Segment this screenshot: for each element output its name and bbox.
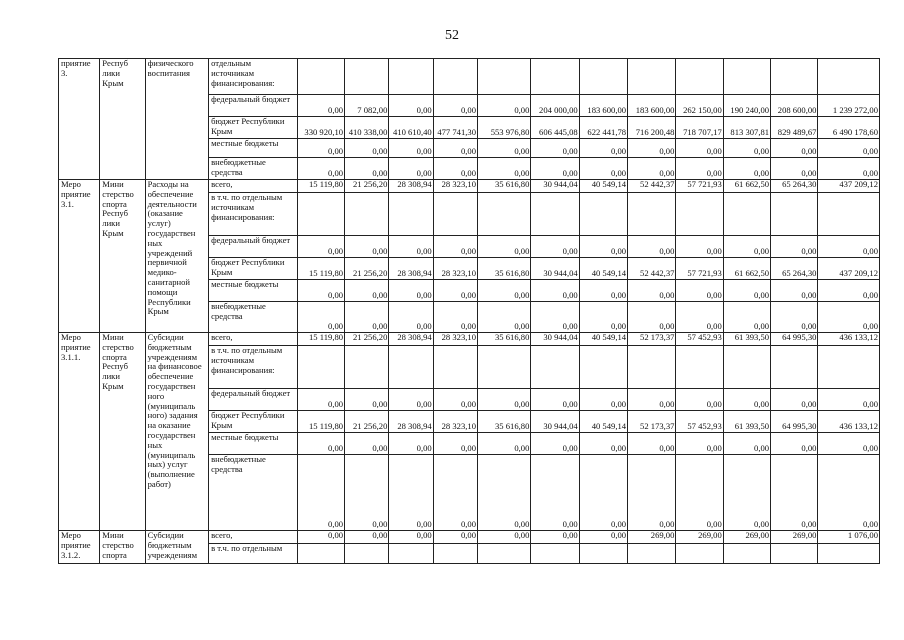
page-number: 52: [445, 28, 459, 43]
value-cell: 0,00: [579, 236, 627, 258]
value-cell: 0,00: [297, 531, 344, 544]
value-cell: 57 721,93: [676, 180, 723, 193]
value-cell: 0,00: [771, 389, 818, 411]
value-cell: 52 173,37: [628, 333, 676, 346]
value-cell: 40 549,14: [579, 333, 627, 346]
value-cell: 0,00: [818, 433, 880, 455]
value-cell: 0,00: [345, 139, 389, 158]
value-cell: 0,00: [723, 280, 770, 302]
value-cell: 30 944,04: [531, 180, 579, 193]
value-cell: 0,00: [433, 236, 477, 258]
value-cell: 0,00: [433, 280, 477, 302]
value-cell: 0,00: [771, 139, 818, 158]
value-cell: [628, 193, 676, 236]
value-cell: [676, 544, 723, 564]
value-cell: 0,00: [478, 455, 531, 531]
value-cell: 0,00: [345, 433, 389, 455]
value-cell: 0,00: [628, 158, 676, 180]
value-cell: 262 150,00: [676, 95, 723, 117]
event-cell: приятие 3.: [59, 59, 100, 180]
value-cell: 0,00: [723, 455, 770, 531]
value-cell: 330 920,10: [297, 117, 344, 139]
value-cell: [771, 544, 818, 564]
value-cell: [676, 59, 723, 95]
value-cell: 0,00: [345, 531, 389, 544]
value-cell: 0,00: [345, 280, 389, 302]
funding-source-cell: всего,: [209, 531, 298, 544]
value-cell: 0,00: [579, 158, 627, 180]
measure-name-cell: Субсидии бюджетным учреждениям: [145, 531, 208, 564]
value-cell: 269,00: [628, 531, 676, 544]
value-cell: 0,00: [579, 455, 627, 531]
value-cell: [723, 346, 770, 389]
value-cell: [433, 346, 477, 389]
value-cell: 40 549,14: [579, 180, 627, 193]
value-cell: 0,00: [433, 139, 477, 158]
value-cell: 57 721,93: [676, 258, 723, 280]
value-cell: 0,00: [771, 433, 818, 455]
funding-source-cell: федеральный бюджет: [209, 95, 298, 117]
value-cell: 0,00: [531, 280, 579, 302]
value-cell: 0,00: [531, 531, 579, 544]
value-cell: 0,00: [389, 455, 433, 531]
value-cell: 0,00: [676, 433, 723, 455]
value-cell: 0,00: [676, 389, 723, 411]
value-cell: [818, 59, 880, 95]
value-cell: [531, 544, 579, 564]
value-cell: [818, 346, 880, 389]
measure-name-cell: физического воспитания: [145, 59, 208, 180]
funding-source-cell: бюджет Республики Крым: [209, 258, 298, 280]
value-cell: [478, 193, 531, 236]
value-cell: 0,00: [389, 433, 433, 455]
value-cell: 0,00: [297, 389, 344, 411]
value-cell: [531, 59, 579, 95]
value-cell: 0,00: [676, 139, 723, 158]
funding-source-cell: федеральный бюджет: [209, 389, 298, 411]
value-cell: 0,00: [389, 280, 433, 302]
value-cell: 0,00: [676, 280, 723, 302]
value-cell: 477 741,30: [433, 117, 477, 139]
value-cell: [676, 193, 723, 236]
value-cell: [389, 346, 433, 389]
value-cell: 0,00: [531, 236, 579, 258]
value-cell: 28 323,10: [433, 411, 477, 433]
value-cell: 0,00: [818, 236, 880, 258]
value-cell: 0,00: [433, 302, 477, 333]
value-cell: 190 240,00: [723, 95, 770, 117]
value-cell: [478, 544, 531, 564]
funding-source-cell: отдельным источникам финансирования:: [209, 59, 298, 95]
table-row: [59, 180, 880, 193]
value-cell: 0,00: [579, 531, 627, 544]
value-cell: 0,00: [628, 455, 676, 531]
value-cell: 0,00: [478, 389, 531, 411]
value-cell: 0,00: [297, 95, 344, 117]
value-cell: 61 662,50: [723, 180, 770, 193]
value-cell: [579, 544, 627, 564]
value-cell: 15 119,80: [297, 180, 344, 193]
value-cell: [628, 59, 676, 95]
value-cell: 0,00: [345, 236, 389, 258]
value-cell: 28 323,10: [433, 258, 477, 280]
value-cell: 0,00: [478, 236, 531, 258]
value-cell: 0,00: [771, 455, 818, 531]
value-cell: 0,00: [389, 236, 433, 258]
value-cell: 0,00: [345, 389, 389, 411]
value-cell: 0,00: [818, 158, 880, 180]
value-cell: 65 264,30: [771, 180, 818, 193]
value-cell: 0,00: [723, 433, 770, 455]
value-cell: 35 616,80: [478, 180, 531, 193]
value-cell: 15 119,80: [297, 258, 344, 280]
value-cell: [345, 59, 389, 95]
value-cell: 21 256,20: [345, 180, 389, 193]
value-cell: [579, 193, 627, 236]
value-cell: 21 256,20: [345, 411, 389, 433]
value-cell: 0,00: [579, 280, 627, 302]
value-cell: 606 445,08: [531, 117, 579, 139]
value-cell: 0,00: [433, 433, 477, 455]
value-cell: [478, 59, 531, 95]
value-cell: 0,00: [531, 389, 579, 411]
executor-cell: Мини стерство спорта Респуб лики Крым: [100, 333, 145, 531]
value-cell: [389, 59, 433, 95]
value-cell: 0,00: [628, 139, 676, 158]
value-cell: 0,00: [579, 139, 627, 158]
value-cell: 0,00: [771, 158, 818, 180]
value-cell: 436 133,12: [818, 411, 880, 433]
funding-source-cell: федеральный бюджет: [209, 236, 298, 258]
funding-source-cell: в т.ч. по отдельным: [209, 544, 298, 564]
funding-source-cell: местные бюджеты: [209, 433, 298, 455]
value-cell: 0,00: [676, 455, 723, 531]
value-cell: [297, 346, 344, 389]
value-cell: 0,00: [579, 302, 627, 333]
value-cell: [771, 59, 818, 95]
value-cell: 61 662,50: [723, 258, 770, 280]
value-cell: 0,00: [478, 531, 531, 544]
value-cell: 829 489,67: [771, 117, 818, 139]
value-cell: [531, 346, 579, 389]
value-cell: 0,00: [297, 139, 344, 158]
value-cell: 15 119,80: [297, 411, 344, 433]
value-cell: [345, 544, 389, 564]
value-cell: [345, 193, 389, 236]
value-cell: 0,00: [723, 236, 770, 258]
value-cell: 61 393,50: [723, 411, 770, 433]
value-cell: 52 173,37: [628, 411, 676, 433]
value-cell: 64 995,30: [771, 333, 818, 346]
value-cell: 28 308,94: [389, 411, 433, 433]
value-cell: 52 442,37: [628, 258, 676, 280]
value-cell: 0,00: [771, 302, 818, 333]
value-cell: 28 308,94: [389, 258, 433, 280]
measure-name-cell: Субсидии бюджетным учреждениям на финансовое обеспечение государствен ного (муниципаль ного) задания на оказание государствен ных (муниципаль ных) услуг (выполнение работ): [145, 333, 208, 531]
value-cell: 28 323,10: [433, 333, 477, 346]
value-cell: [723, 193, 770, 236]
value-cell: 40 549,14: [579, 411, 627, 433]
executor-cell: Респуб лики Крым: [100, 59, 145, 180]
value-cell: 0,00: [531, 139, 579, 158]
value-cell: 0,00: [579, 389, 627, 411]
value-cell: 0,00: [389, 389, 433, 411]
value-cell: 0,00: [723, 302, 770, 333]
funding-source-cell: в т.ч. по отдельным источникам финансирования:: [209, 193, 298, 236]
event-cell: Меро приятие 3.1.2.: [59, 531, 100, 564]
value-cell: 0,00: [433, 158, 477, 180]
value-cell: [531, 193, 579, 236]
value-cell: 65 264,30: [771, 258, 818, 280]
value-cell: 183 600,00: [628, 95, 676, 117]
value-cell: 0,00: [297, 158, 344, 180]
value-cell: 813 307,81: [723, 117, 770, 139]
value-cell: 0,00: [531, 455, 579, 531]
value-cell: [723, 544, 770, 564]
value-cell: 0,00: [297, 280, 344, 302]
value-cell: [389, 193, 433, 236]
value-cell: 0,00: [389, 95, 433, 117]
value-cell: 57 452,93: [676, 411, 723, 433]
value-cell: 0,00: [345, 158, 389, 180]
table-row: [59, 531, 880, 544]
value-cell: 0,00: [771, 236, 818, 258]
funding-source-cell: бюджет Республики Крым: [209, 411, 298, 433]
value-cell: 410 610,40: [389, 117, 433, 139]
value-cell: 1 239 272,00: [818, 95, 880, 117]
value-cell: 437 209,12: [818, 180, 880, 193]
value-cell: 28 308,94: [389, 180, 433, 193]
value-cell: [628, 544, 676, 564]
value-cell: 30 944,04: [531, 411, 579, 433]
value-cell: 0,00: [433, 389, 477, 411]
value-cell: 0,00: [297, 455, 344, 531]
value-cell: 35 616,80: [478, 333, 531, 346]
value-cell: 0,00: [723, 389, 770, 411]
value-cell: 0,00: [723, 158, 770, 180]
value-cell: 0,00: [389, 531, 433, 544]
value-cell: [579, 346, 627, 389]
value-cell: 0,00: [345, 455, 389, 531]
value-cell: 0,00: [297, 302, 344, 333]
value-cell: 35 616,80: [478, 411, 531, 433]
table-row: [59, 333, 880, 346]
value-cell: 30 944,04: [531, 333, 579, 346]
funding-source-cell: местные бюджеты: [209, 280, 298, 302]
value-cell: 35 616,80: [478, 258, 531, 280]
value-cell: 0,00: [297, 433, 344, 455]
value-cell: 1 076,00: [818, 531, 880, 544]
value-cell: [433, 59, 477, 95]
value-cell: 0,00: [433, 531, 477, 544]
value-cell: 0,00: [531, 433, 579, 455]
value-cell: 0,00: [297, 236, 344, 258]
value-cell: 622 441,78: [579, 117, 627, 139]
executor-cell: Мини стерство спорта: [100, 531, 145, 564]
funding-source-cell: всего,: [209, 333, 298, 346]
value-cell: 0,00: [389, 302, 433, 333]
value-cell: 204 000,00: [531, 95, 579, 117]
value-cell: 437 209,12: [818, 258, 880, 280]
value-cell: 52 442,37: [628, 180, 676, 193]
value-cell: 0,00: [676, 158, 723, 180]
value-cell: 28 323,10: [433, 180, 477, 193]
value-cell: 0,00: [818, 455, 880, 531]
value-cell: 716 200,48: [628, 117, 676, 139]
value-cell: 0,00: [478, 433, 531, 455]
table-row: [59, 59, 880, 95]
value-cell: [478, 346, 531, 389]
value-cell: [297, 59, 344, 95]
value-cell: 0,00: [771, 280, 818, 302]
value-cell: 410 338,00: [345, 117, 389, 139]
measure-name-cell: Расходы на обеспечение деятельности (оказание услуг) государствен ных учреждений первичной медико-санитарной помощи Республики Крым: [145, 180, 208, 333]
value-cell: 0,00: [818, 139, 880, 158]
value-cell: 61 393,50: [723, 333, 770, 346]
funding-source-cell: в т.ч. по отдельным источникам финансирования:: [209, 346, 298, 389]
value-cell: [628, 346, 676, 389]
value-cell: 269,00: [723, 531, 770, 544]
value-cell: [389, 544, 433, 564]
value-cell: [723, 59, 770, 95]
value-cell: 0,00: [478, 95, 531, 117]
value-cell: [433, 544, 477, 564]
value-cell: [297, 544, 344, 564]
funding-source-cell: местные бюджеты: [209, 139, 298, 158]
event-cell: Меро приятие 3.1.1.: [59, 333, 100, 531]
value-cell: 0,00: [676, 236, 723, 258]
value-cell: 0,00: [628, 302, 676, 333]
value-cell: 0,00: [628, 280, 676, 302]
value-cell: [818, 544, 880, 564]
value-cell: [676, 346, 723, 389]
value-cell: 28 308,94: [389, 333, 433, 346]
value-cell: 0,00: [818, 389, 880, 411]
funding-source-cell: внебюджетные средства: [209, 302, 298, 333]
value-cell: 0,00: [433, 95, 477, 117]
value-cell: 64 995,30: [771, 411, 818, 433]
value-cell: 269,00: [676, 531, 723, 544]
funding-source-cell: бюджет Республики Крым: [209, 117, 298, 139]
value-cell: 183 600,00: [579, 95, 627, 117]
value-cell: 57 452,93: [676, 333, 723, 346]
value-cell: [345, 346, 389, 389]
value-cell: [771, 193, 818, 236]
funding-source-cell: внебюджетные средства: [209, 455, 298, 531]
funding-source-cell: внебюджетные средства: [209, 158, 298, 180]
executor-cell: Мини стерство спорта Респуб лики Крым: [100, 180, 145, 333]
value-cell: 0,00: [478, 139, 531, 158]
value-cell: 0,00: [628, 433, 676, 455]
value-cell: 0,00: [478, 302, 531, 333]
value-cell: 0,00: [818, 280, 880, 302]
value-cell: [771, 346, 818, 389]
value-cell: 269,00: [771, 531, 818, 544]
value-cell: 30 944,04: [531, 258, 579, 280]
value-cell: 718 707,17: [676, 117, 723, 139]
value-cell: 0,00: [628, 389, 676, 411]
value-cell: 15 119,80: [297, 333, 344, 346]
value-cell: 0,00: [478, 280, 531, 302]
value-cell: [297, 193, 344, 236]
value-cell: 0,00: [389, 158, 433, 180]
value-cell: 553 976,80: [478, 117, 531, 139]
value-cell: 21 256,20: [345, 333, 389, 346]
value-cell: [433, 193, 477, 236]
value-cell: [818, 193, 880, 236]
value-cell: 0,00: [345, 302, 389, 333]
value-cell: 21 256,20: [345, 258, 389, 280]
value-cell: 0,00: [723, 139, 770, 158]
value-cell: 0,00: [628, 236, 676, 258]
budget-table: [58, 58, 880, 564]
value-cell: 0,00: [818, 302, 880, 333]
value-cell: 0,00: [676, 302, 723, 333]
value-cell: [579, 59, 627, 95]
value-cell: 0,00: [579, 433, 627, 455]
value-cell: 436 133,12: [818, 333, 880, 346]
value-cell: 40 549,14: [579, 258, 627, 280]
funding-source-cell: всего,: [209, 180, 298, 193]
value-cell: 208 600,00: [771, 95, 818, 117]
value-cell: 6 490 178,60: [818, 117, 880, 139]
value-cell: 7 082,00: [345, 95, 389, 117]
value-cell: 0,00: [433, 455, 477, 531]
value-cell: 0,00: [478, 158, 531, 180]
value-cell: 0,00: [531, 158, 579, 180]
value-cell: 0,00: [531, 302, 579, 333]
event-cell: Меро приятие 3.1.: [59, 180, 100, 333]
value-cell: 0,00: [389, 139, 433, 158]
